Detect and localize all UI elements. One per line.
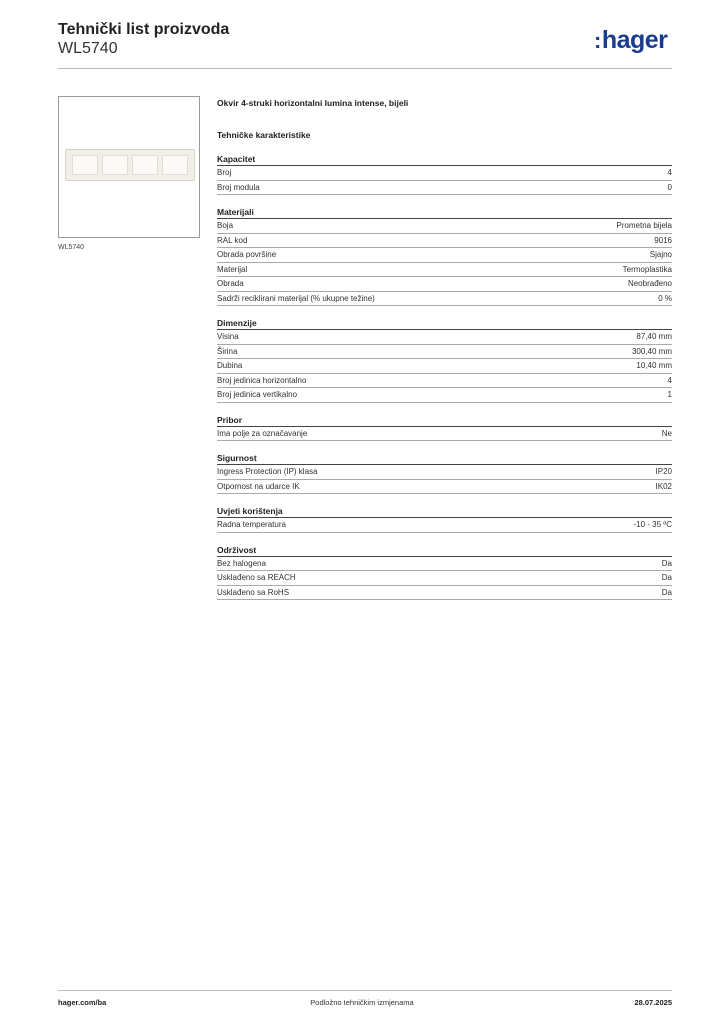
- product-description: Okvir 4-struki horizontalni lumina intense, bijeli: [217, 98, 409, 108]
- spec-label: Obrada: [217, 279, 244, 289]
- hager-logo: [594, 26, 667, 55]
- spec-label: Bez halogena: [217, 558, 266, 568]
- spec-label: Boja: [217, 221, 234, 231]
- spec-value: Ne: [661, 428, 672, 438]
- section-title: Pribor: [217, 415, 672, 427]
- spec-section: [217, 415, 672, 442]
- spec-label: Usklađeno sa REACH: [217, 573, 296, 583]
- logo-colon: :: [594, 28, 601, 53]
- spec-label: Dubina: [217, 361, 243, 371]
- spec-section: [217, 453, 672, 494]
- spec-value: IP20: [655, 467, 672, 477]
- header-divider: [58, 68, 672, 69]
- spec-row: [217, 465, 672, 480]
- spec-section: [217, 506, 672, 533]
- spec-label: Radna temperatura: [217, 520, 286, 530]
- spec-row: [217, 518, 672, 533]
- spec-row: [217, 359, 672, 374]
- spec-label: Ima polje za označavanje: [217, 428, 308, 438]
- spec-value: 0 %: [658, 293, 672, 303]
- spec-label: Broj jedinica vertikalno: [217, 390, 298, 400]
- section-title: Sigurnost: [217, 453, 672, 465]
- document-title: Tehnički list proizvoda: [58, 21, 230, 38]
- spec-row: [217, 374, 672, 389]
- section-title: Materijali: [217, 207, 672, 219]
- spec-value: 9016: [654, 235, 672, 245]
- frame-illustration: [65, 149, 195, 181]
- spec-value: 1: [667, 390, 672, 400]
- spec-value: 4: [667, 168, 672, 178]
- logo-text: hager: [601, 26, 668, 54]
- spec-label: Ingress Protection (IP) klasa: [217, 467, 318, 477]
- spec-value: Neobrađeno: [627, 279, 672, 289]
- footer-date: 28.07.2025: [634, 998, 672, 1007]
- spec-section: [217, 545, 672, 601]
- spec-label: Materijal: [217, 264, 248, 274]
- spec-row: [217, 248, 672, 263]
- spec-row: [217, 586, 672, 601]
- spec-value: Sjajno: [649, 250, 672, 260]
- footer-notice: Podložno tehničkim izmjenama: [310, 998, 414, 1007]
- spec-row: [217, 166, 672, 181]
- frame-slot: [162, 155, 188, 175]
- spec-label: Otpornost na udarce IK: [217, 481, 300, 491]
- spec-row: [217, 181, 672, 196]
- spec-content: [217, 98, 672, 600]
- spec-row: [217, 345, 672, 360]
- spec-label: Sadrži reciklirani materijal (% ukupne težine): [217, 293, 375, 303]
- frame-slot: [132, 155, 158, 175]
- spec-value: Da: [661, 573, 672, 583]
- spec-value: Prometna bijela: [616, 221, 672, 231]
- spec-label: Usklađeno sa RoHS: [217, 587, 290, 597]
- spec-row: [217, 277, 672, 292]
- spec-value: Termoplastika: [622, 264, 672, 274]
- frame-slot: [72, 155, 98, 175]
- frame-slot: [102, 155, 128, 175]
- spec-row: [217, 388, 672, 403]
- spec-label: Broj: [217, 168, 232, 178]
- spec-label: Broj modula: [217, 182, 260, 192]
- spec-row: [217, 330, 672, 345]
- spec-value: 87,40 mm: [636, 332, 672, 342]
- spec-row: [217, 292, 672, 307]
- spec-label: Obrada površine: [217, 250, 277, 260]
- image-caption: WL5740: [58, 244, 85, 251]
- spec-heading: Tehničke karakteristike: [217, 130, 311, 140]
- spec-sections: [217, 154, 672, 600]
- spec-value: 4: [667, 375, 672, 385]
- section-title: Održivost: [217, 545, 672, 557]
- product-code: WL5740: [58, 40, 118, 57]
- spec-row: [217, 480, 672, 495]
- footer-divider: [58, 990, 672, 991]
- spec-row: [217, 557, 672, 572]
- footer-website: hager.com/ba: [58, 998, 107, 1007]
- spec-row: [217, 234, 672, 249]
- spec-label: Visina: [217, 332, 239, 342]
- spec-label: Širina: [217, 346, 238, 356]
- product-image: [58, 96, 200, 238]
- section-title: Uvjeti korištenja: [217, 506, 672, 518]
- spec-value: IK02: [655, 481, 672, 491]
- spec-row: [217, 219, 672, 234]
- section-title: Kapacitet: [217, 154, 672, 166]
- spec-value: 0: [667, 182, 672, 192]
- spec-section: [217, 154, 672, 195]
- spec-value: 300,40 mm: [631, 346, 672, 356]
- spec-row: [217, 427, 672, 442]
- spec-value: Da: [661, 558, 672, 568]
- spec-section: [217, 318, 672, 403]
- spec-row: [217, 571, 672, 586]
- spec-label: Broj jedinica horizontalno: [217, 375, 307, 385]
- section-title: Dimenzije: [217, 318, 672, 330]
- spec-value: Da: [661, 587, 672, 597]
- spec-section: [217, 207, 672, 306]
- spec-value: -10 - 35 ºC: [633, 520, 672, 530]
- spec-value: 10,40 mm: [636, 361, 672, 371]
- spec-label: RAL kod: [217, 235, 248, 245]
- spec-row: [217, 263, 672, 278]
